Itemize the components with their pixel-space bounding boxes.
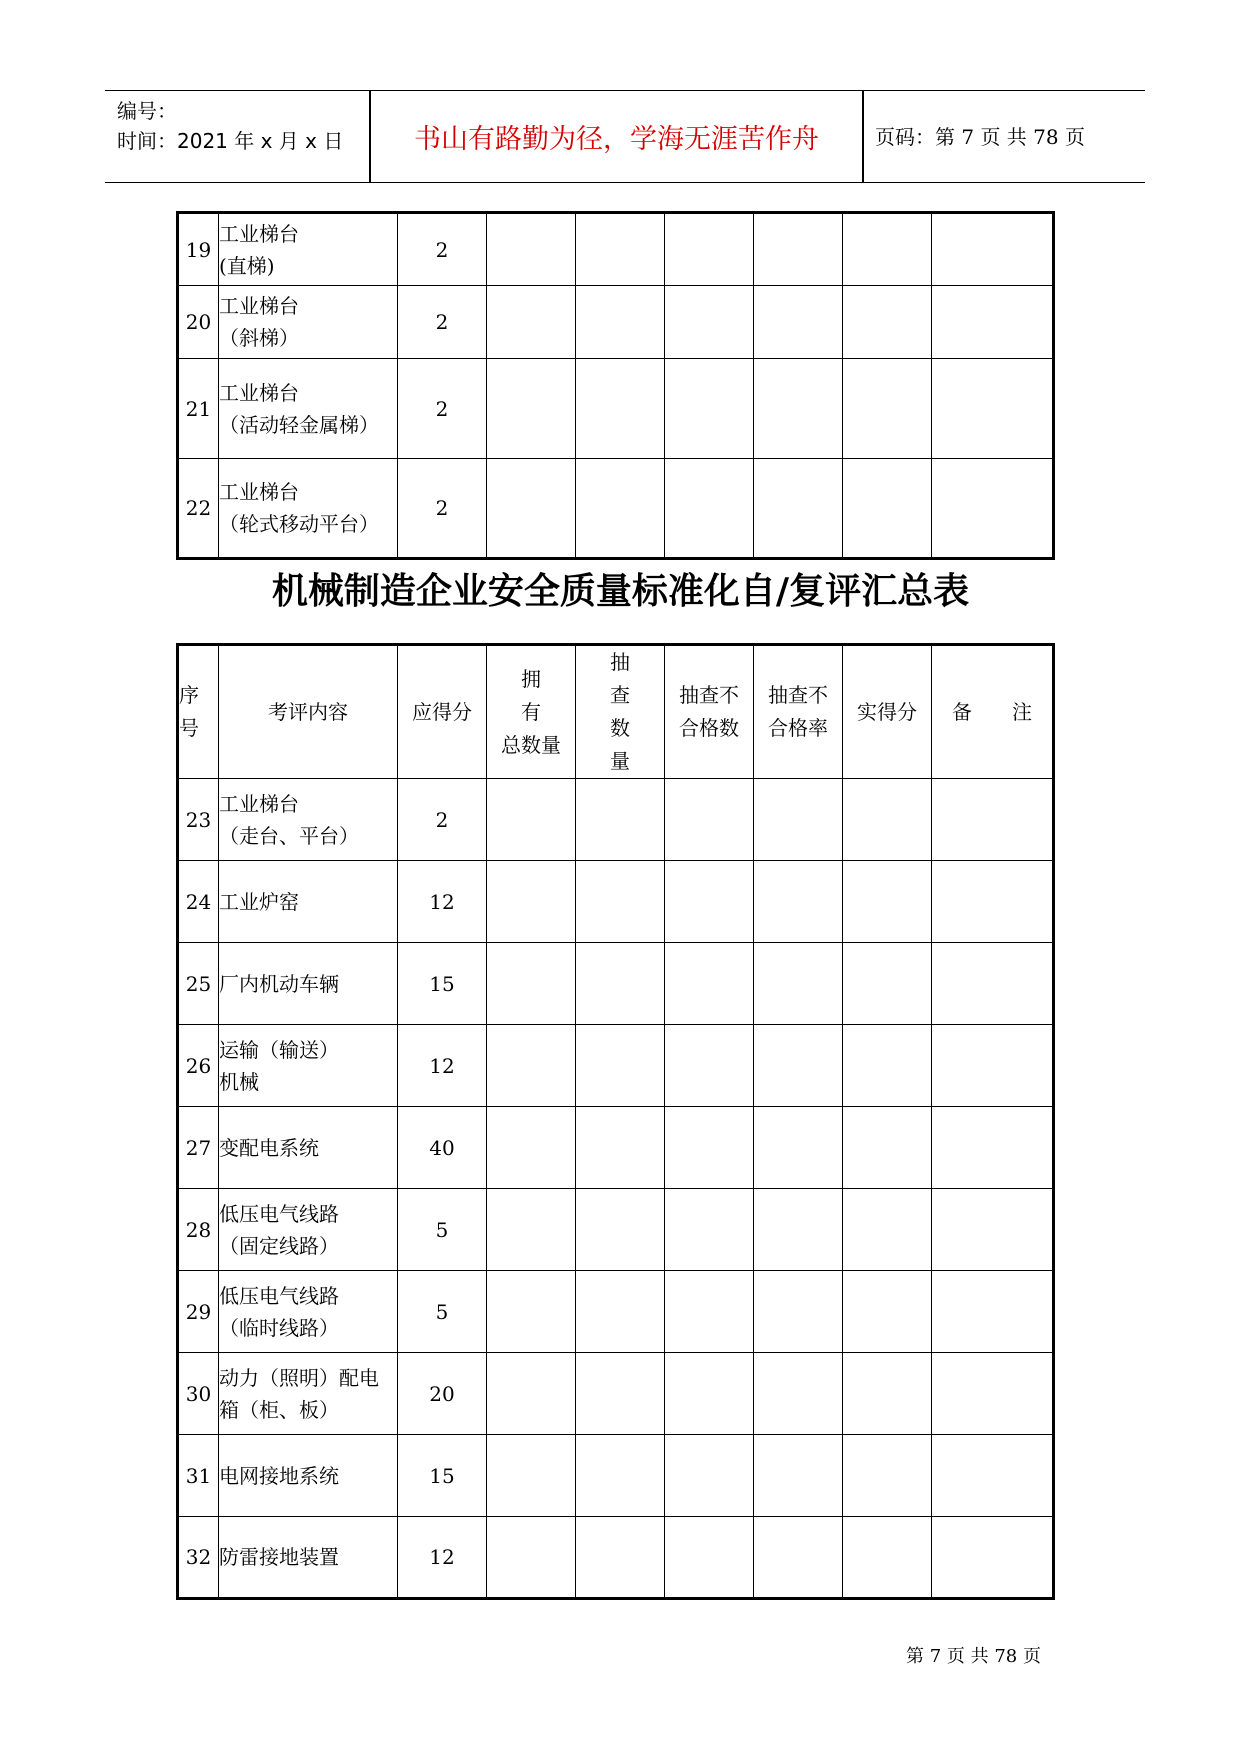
row-content <box>219 286 398 359</box>
empty-cell <box>665 1271 754 1353</box>
row-number: 31 <box>178 1435 219 1517</box>
empty-cell <box>665 779 754 861</box>
empty-cell <box>665 359 754 459</box>
row-content-line: （走台、平台） <box>219 823 359 848</box>
table-row <box>178 1271 1054 1353</box>
empty-cell <box>665 943 754 1025</box>
empty-cell <box>932 286 1054 359</box>
header-text: 总数量 <box>501 732 561 757</box>
table-row <box>178 943 1054 1025</box>
empty-cell <box>754 359 843 459</box>
header-meta <box>117 93 367 179</box>
header-text: 抽 <box>610 650 630 674</box>
header-remark: 备 注 <box>932 645 1054 779</box>
row-content: 厂内机动车辆 <box>219 943 398 1025</box>
header-fail-count <box>665 645 754 779</box>
empty-cell <box>487 1271 576 1353</box>
header-text: 数 <box>610 716 630 740</box>
table-row <box>178 286 1054 359</box>
empty-cell <box>576 1517 665 1599</box>
row-score: 5 <box>398 1189 487 1271</box>
row-number: 20 <box>178 286 219 359</box>
empty-cell <box>487 943 576 1025</box>
empty-cell <box>843 861 932 943</box>
empty-cell <box>665 1025 754 1107</box>
empty-cell <box>576 1271 665 1353</box>
header-text: 合格数 <box>679 716 739 740</box>
header-motto: 书山有路勤为径，学海无涯苦作舟 <box>414 124 819 155</box>
row-content-line: 工业梯台 <box>219 294 299 318</box>
empty-cell <box>487 1189 576 1271</box>
empty-cell <box>665 1435 754 1517</box>
empty-cell <box>487 459 576 559</box>
empty-cell <box>932 1353 1054 1435</box>
row-content <box>219 359 398 459</box>
row-content-line: (直梯) <box>219 253 275 278</box>
empty-cell <box>576 286 665 359</box>
header-content: 考评内容 <box>219 645 398 779</box>
table-header-row <box>178 645 1054 779</box>
empty-cell <box>665 1107 754 1189</box>
empty-cell <box>843 943 932 1025</box>
empty-cell <box>665 1353 754 1435</box>
row-content: 电网接地系统 <box>219 1435 398 1517</box>
row-number: 29 <box>178 1271 219 1353</box>
row-score: 20 <box>398 1353 487 1435</box>
empty-cell <box>665 459 754 559</box>
empty-cell <box>843 459 932 559</box>
empty-cell <box>576 1353 665 1435</box>
row-content-line: 运输（输送） <box>219 1037 339 1062</box>
table-row <box>178 861 1054 943</box>
empty-cell <box>576 779 665 861</box>
table-row <box>178 1025 1054 1107</box>
row-content-line: 工业梯台 <box>219 380 299 405</box>
row-content-line: 工业梯台 <box>219 791 299 816</box>
row-content-line: （固定线路） <box>219 1233 339 1258</box>
row-content: 变配电系统 <box>219 1107 398 1189</box>
empty-cell <box>843 213 932 286</box>
serial-label: 编号： <box>117 99 177 123</box>
empty-cell <box>843 779 932 861</box>
row-content: 防雷接地装置 <box>219 1517 398 1599</box>
empty-cell <box>576 459 665 559</box>
empty-cell <box>932 861 1054 943</box>
page-title: 机械制造企业安全质量标准化自/复评汇总表 <box>271 571 970 612</box>
empty-cell <box>932 459 1054 559</box>
row-score: 15 <box>398 1435 487 1517</box>
empty-cell <box>487 1025 576 1107</box>
row-score: 2 <box>398 359 487 459</box>
row-content <box>219 779 398 861</box>
row-content <box>219 1353 398 1435</box>
row-number: 30 <box>178 1353 219 1435</box>
empty-cell <box>665 213 754 286</box>
row-number: 24 <box>178 861 219 943</box>
empty-cell <box>487 1353 576 1435</box>
empty-cell <box>754 213 843 286</box>
header-actual-score: 实得分 <box>843 645 932 779</box>
row-content-line: （活动轻金属梯） <box>219 412 379 437</box>
row-content <box>219 459 398 559</box>
summary-table-continued <box>176 211 1055 560</box>
row-number: 19 <box>178 213 219 286</box>
empty-cell <box>576 213 665 286</box>
empty-cell <box>665 1189 754 1271</box>
empty-cell <box>843 1353 932 1435</box>
header-serial <box>178 645 219 779</box>
empty-cell <box>932 1189 1054 1271</box>
row-number: 22 <box>178 459 219 559</box>
header-text: 查 <box>610 683 630 707</box>
empty-cell <box>843 1189 932 1271</box>
empty-cell <box>843 1435 932 1517</box>
empty-cell <box>576 1107 665 1189</box>
empty-cell <box>754 1435 843 1517</box>
row-score: 12 <box>398 861 487 943</box>
empty-cell <box>754 1353 843 1435</box>
header-divider <box>862 91 864 182</box>
row-content <box>219 1271 398 1353</box>
header-text: 抽查不 <box>679 683 739 707</box>
row-number: 26 <box>178 1025 219 1107</box>
empty-cell <box>843 286 932 359</box>
empty-cell <box>487 286 576 359</box>
empty-cell <box>576 1025 665 1107</box>
header-own-total <box>487 645 576 779</box>
empty-cell <box>665 861 754 943</box>
row-score: 2 <box>398 286 487 359</box>
empty-cell <box>576 1189 665 1271</box>
summary-table <box>176 643 1055 1600</box>
row-score: 2 <box>398 779 487 861</box>
row-content-line: （轮式移动平台） <box>219 512 379 536</box>
header-score: 应得分 <box>398 645 487 779</box>
row-number: 27 <box>178 1107 219 1189</box>
empty-cell <box>576 943 665 1025</box>
header-text: 号 <box>179 716 199 740</box>
header-text: 量 <box>610 749 630 773</box>
empty-cell <box>487 359 576 459</box>
empty-cell <box>754 779 843 861</box>
empty-cell <box>932 359 1054 459</box>
row-content: 工业炉窑 <box>219 861 398 943</box>
table-row <box>178 1435 1054 1517</box>
row-score: 15 <box>398 943 487 1025</box>
empty-cell <box>487 861 576 943</box>
row-score: 12 <box>398 1025 487 1107</box>
empty-cell <box>754 943 843 1025</box>
empty-cell <box>487 779 576 861</box>
page-footer: 第 7 页 共 78 页 <box>906 1646 1041 1667</box>
table-row <box>178 359 1054 459</box>
row-score: 2 <box>398 213 487 286</box>
time-label: 时间：2021 年 x 月 x 日 <box>117 129 344 153</box>
row-number: 21 <box>178 359 219 459</box>
row-content <box>219 1189 398 1271</box>
table-row <box>178 1189 1054 1271</box>
row-content-line: 低压电气线路 <box>219 1283 339 1308</box>
empty-cell <box>754 861 843 943</box>
row-number: 28 <box>178 1189 219 1271</box>
empty-cell <box>576 1435 665 1517</box>
row-content-line: 工业梯台 <box>219 480 299 504</box>
empty-cell <box>754 1025 843 1107</box>
empty-cell <box>932 1435 1054 1517</box>
empty-cell <box>754 1107 843 1189</box>
empty-cell <box>932 1107 1054 1189</box>
row-content-line: 箱（柜、板） <box>219 1397 339 1422</box>
row-content <box>219 213 398 286</box>
empty-cell <box>932 1517 1054 1599</box>
header-text: 有 <box>521 699 541 724</box>
empty-cell <box>843 359 932 459</box>
header-text: 拥 <box>521 666 541 691</box>
empty-cell <box>843 1107 932 1189</box>
empty-cell <box>576 861 665 943</box>
empty-cell <box>932 1271 1054 1353</box>
row-content-line: 工业梯台 <box>219 221 299 246</box>
empty-cell <box>576 359 665 459</box>
table-row <box>178 459 1054 559</box>
row-number: 23 <box>178 779 219 861</box>
empty-cell <box>932 779 1054 861</box>
empty-cell <box>754 286 843 359</box>
row-score: 5 <box>398 1271 487 1353</box>
empty-cell <box>665 286 754 359</box>
empty-cell <box>754 1189 843 1271</box>
empty-cell <box>932 1025 1054 1107</box>
empty-cell <box>487 1435 576 1517</box>
empty-cell <box>487 1517 576 1599</box>
table-row <box>178 779 1054 861</box>
page-header <box>105 90 1145 183</box>
header-fail-rate <box>754 645 843 779</box>
row-content-line: 动力（照明）配电 <box>219 1365 379 1390</box>
header-check-count <box>576 645 665 779</box>
row-score: 2 <box>398 459 487 559</box>
empty-cell <box>487 213 576 286</box>
empty-cell <box>932 943 1054 1025</box>
row-number: 32 <box>178 1517 219 1599</box>
empty-cell <box>843 1271 932 1353</box>
empty-cell <box>932 213 1054 286</box>
row-number: 25 <box>178 943 219 1025</box>
empty-cell <box>843 1517 932 1599</box>
empty-cell <box>487 1107 576 1189</box>
header-text: 合格率 <box>768 716 828 740</box>
row-content <box>219 1025 398 1107</box>
empty-cell <box>843 1025 932 1107</box>
table-row <box>178 213 1054 286</box>
header-text: 抽查不 <box>768 683 828 707</box>
row-content-line: 机械 <box>219 1069 259 1094</box>
table-row <box>178 1517 1054 1599</box>
empty-cell <box>754 1271 843 1353</box>
row-content-line: （斜梯） <box>219 326 299 350</box>
row-score: 40 <box>398 1107 487 1189</box>
table-row <box>178 1107 1054 1189</box>
empty-cell <box>665 1517 754 1599</box>
empty-cell <box>754 1517 843 1599</box>
row-score: 12 <box>398 1517 487 1599</box>
empty-cell <box>754 459 843 559</box>
header-page-info: 页码：第 7 页 共 78 页 <box>875 125 1085 149</box>
header-text: 序 <box>179 683 199 707</box>
row-content-line: （临时线路） <box>219 1315 339 1340</box>
table-row <box>178 1353 1054 1435</box>
row-content-line: 低压电气线路 <box>219 1201 339 1226</box>
